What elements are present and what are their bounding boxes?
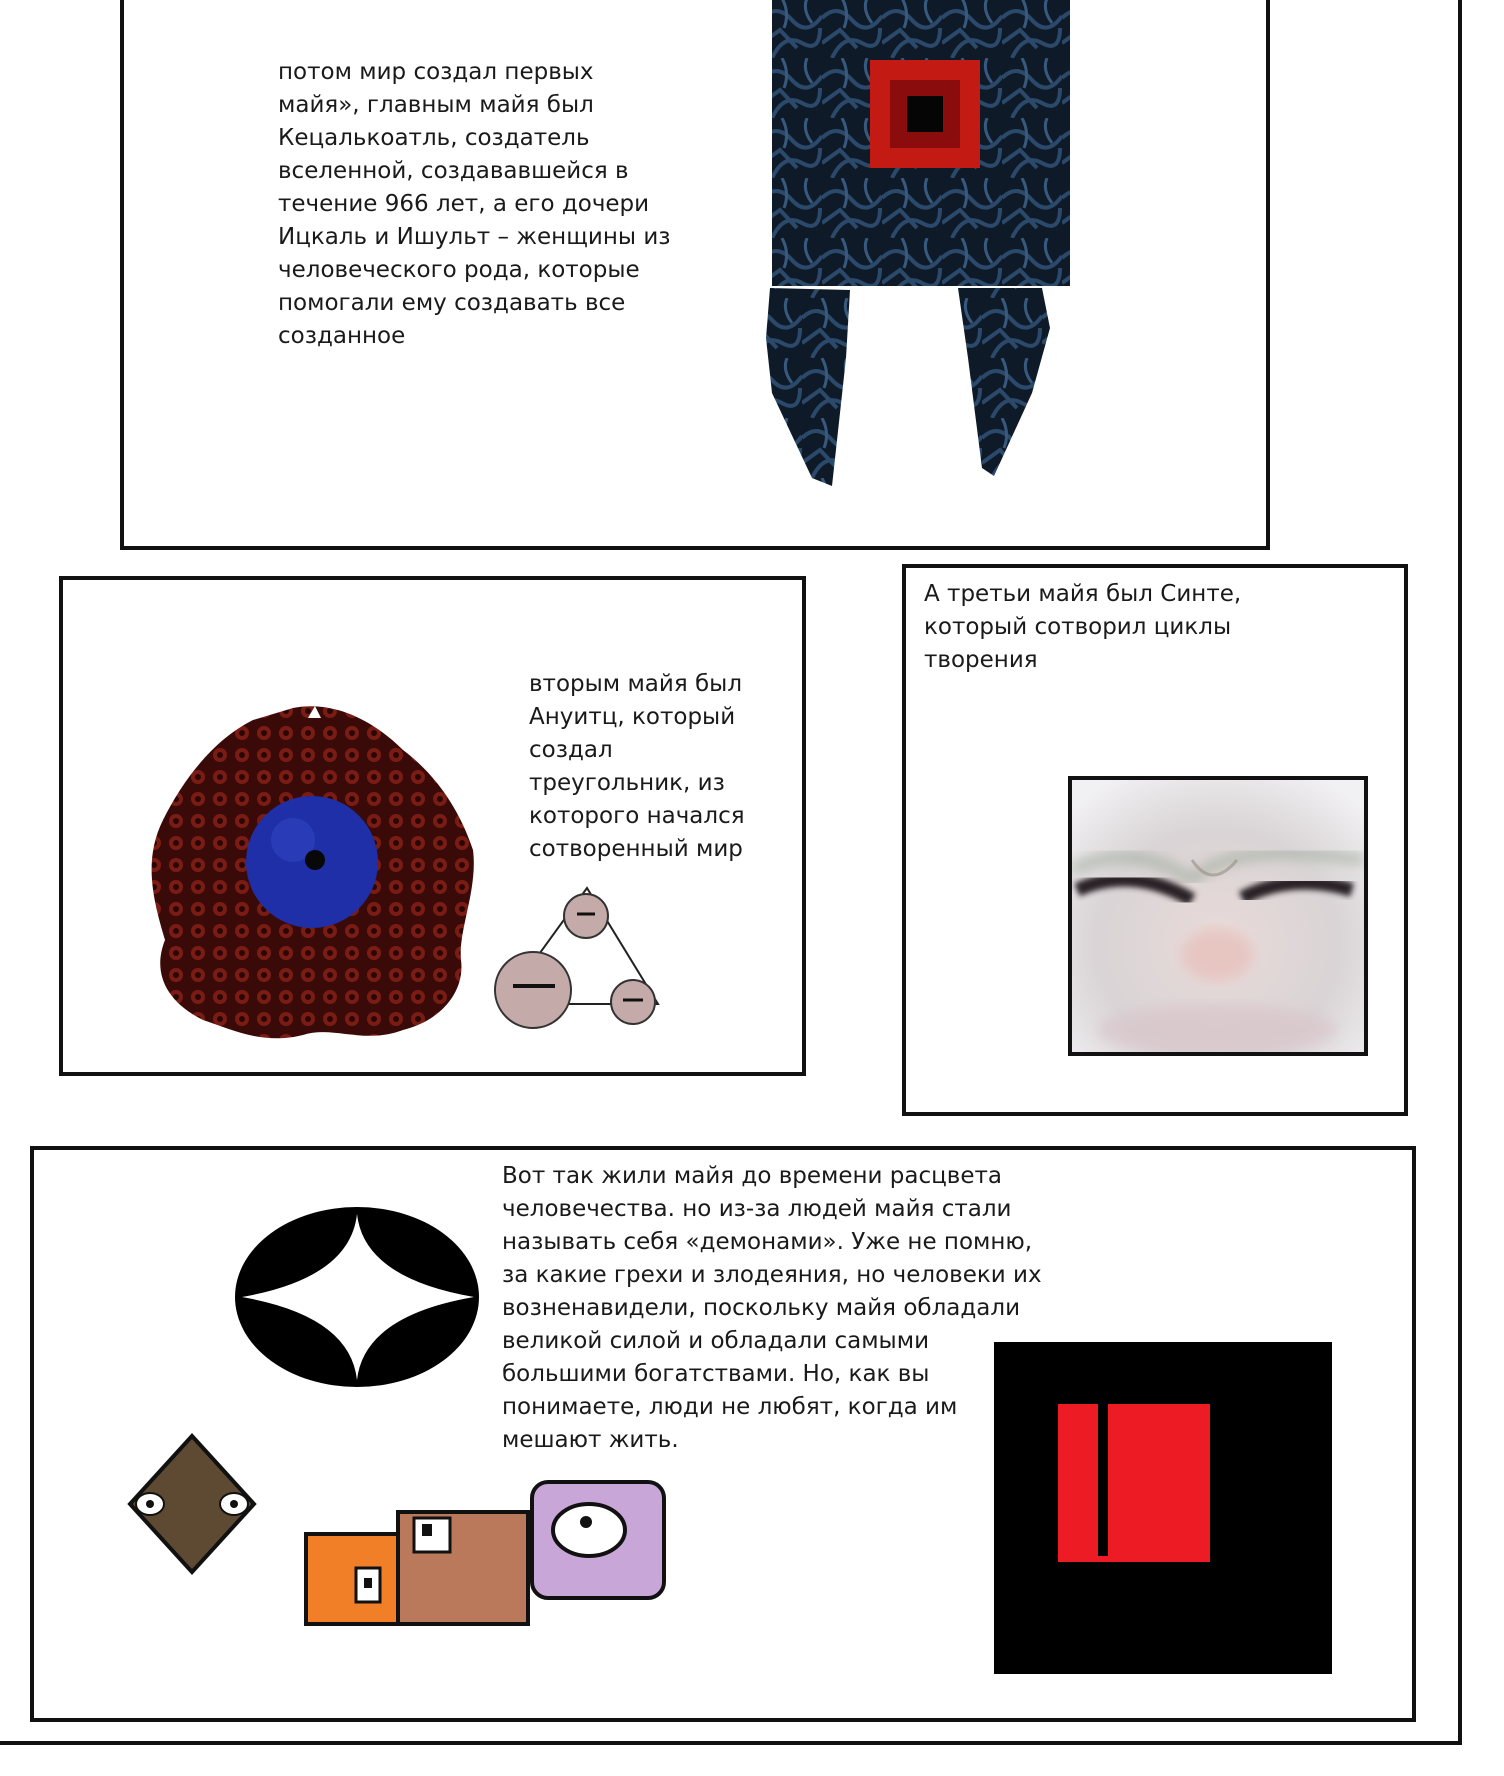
triangle-circles-figure [483, 876, 723, 1046]
comic-panel-4 [30, 1146, 1416, 1722]
panel-4-caption: Вот так жили майя до времени расцвета человечества. но из-за людей майя стали называть себя «демонами». Уже не помню, за какие грехи и злодеяния, но человеки их возненавидели, поскольку майя обладали великой силой и обладали самыми большими богатствами. Но, как вы понимаете, люди не любят, когда им мешают жить. [502, 1163, 1042, 1453]
black-oval-star-figure [234, 1206, 480, 1388]
red-lattice-creature-figure [143, 700, 483, 1050]
page-bottom-border [0, 1741, 1462, 1745]
panel-3-caption: А третьи майя был Синте, который сотворил циклы творения [924, 581, 1242, 673]
black-square-red-block-figure [994, 1342, 1332, 1674]
red-block [1058, 1404, 1210, 1562]
black-bar [1098, 1404, 1108, 1556]
block-creatures-figure [304, 1478, 684, 1628]
brown-diamond-eyes-figure [126, 1432, 258, 1576]
blue-cube-creature-figure [742, 0, 1072, 498]
face-photo-figure [1068, 776, 1368, 1056]
panel-1-caption: потом мир создал первых майя», главным майя был Кецалькоатль, создатель вселенной, создававшейся в течение 966 лет, а его дочери Ицкаль и Ишульт – женщины из человеческого рода, которые помогали ему создавать все созданное [278, 59, 671, 349]
comic-panel-1 [120, 0, 1270, 550]
panel-2-caption: вторым майя был Ануитц, который создал треугольник, из которого начался сотворенный мир [529, 671, 745, 862]
page-right-border [1458, 0, 1462, 1745]
comic-panel-3 [902, 564, 1408, 1116]
comic-panel-2 [59, 576, 806, 1076]
